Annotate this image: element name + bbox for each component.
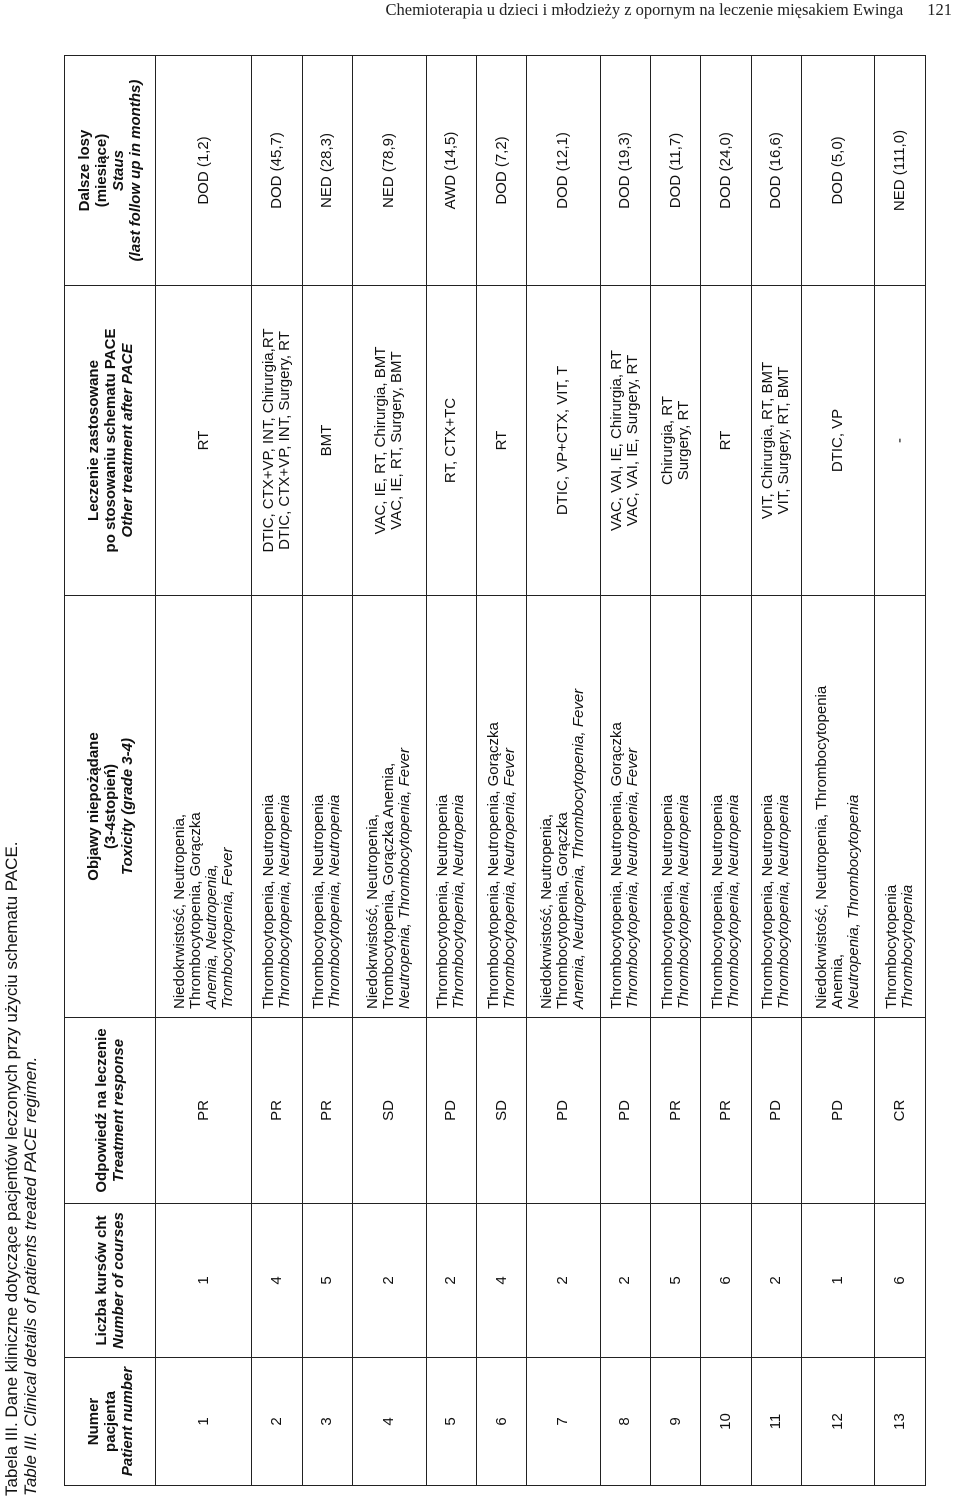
patients-table bbox=[64, 55, 926, 1486]
table-row bbox=[156, 56, 252, 1486]
cell-other-treatment bbox=[353, 286, 426, 596]
cell-toxicity bbox=[156, 596, 252, 1018]
cell-other-treatment bbox=[527, 286, 600, 596]
cell-status: DOD (12,1) bbox=[527, 56, 600, 286]
toxicity-en-line: Thrombocytopenia, Neutropenia bbox=[674, 794, 692, 1009]
cell-other-treatment bbox=[651, 286, 701, 596]
header-label-en: (last follow up in months) bbox=[127, 79, 144, 262]
toxicity-en-line: Thrombocytopenia, Neutropenia bbox=[276, 794, 294, 1009]
cell-toxicity bbox=[701, 596, 751, 1018]
cell-other-treatment bbox=[252, 286, 302, 596]
cell-patient-number: 13 bbox=[875, 1358, 926, 1486]
cell-other-treatment bbox=[802, 286, 875, 596]
cell-patient-number: 5 bbox=[426, 1358, 476, 1486]
toxicity-pl-line: Trombocytopenia, Gorączka Anemia, bbox=[380, 762, 398, 1009]
header-label-pl: Leczenie zastosowane bbox=[84, 360, 102, 521]
cell-number-of-courses: 2 bbox=[426, 1204, 476, 1358]
treatment-line: DTIC, CTX+VP, INT, Surgery, RT bbox=[276, 331, 294, 550]
toxicity-en-line: Thrombocytopenia, Neutropenia bbox=[326, 794, 344, 1009]
toxicity-en-line: Neutropenia, Thrombocytopenia bbox=[845, 794, 863, 1009]
table-row bbox=[651, 56, 701, 1486]
cell-patient-number: 12 bbox=[802, 1358, 875, 1486]
toxicity-pl-line: Thrombocytopenia, Gorączka bbox=[554, 812, 572, 1009]
cell-patient-number: 10 bbox=[701, 1358, 751, 1486]
header-label-en: Number of courses bbox=[110, 1212, 127, 1349]
toxicity-en-line: Anemia, Neutropenia, bbox=[202, 863, 220, 1009]
cell-toxicity bbox=[651, 596, 701, 1018]
cell-treatment-response: SD bbox=[353, 1018, 426, 1204]
toxicity-en-line: Thrombocytopenia, Neutropenia, Fever bbox=[500, 748, 518, 1009]
toxicity-pl-line: Thrombocytopenia, Neutropenia, Gorączka bbox=[484, 722, 502, 1009]
table-row bbox=[875, 56, 926, 1486]
table-row bbox=[751, 56, 801, 1486]
table-caption bbox=[0, 40, 64, 1500]
header-treatment-response bbox=[65, 1018, 156, 1204]
toxicity-pl-line: Niedokrwistość, Neutropenia, bbox=[364, 813, 382, 1009]
table-row bbox=[600, 56, 650, 1486]
header-label-en: Patient number bbox=[118, 1366, 136, 1477]
treatment-line: DTIC, VP bbox=[829, 408, 847, 473]
toxicity-en-line: Thrombocytopenia, Neutropenia bbox=[725, 794, 743, 1009]
rotated-table-block bbox=[0, 40, 930, 1500]
cell-treatment-response: PR bbox=[252, 1018, 302, 1204]
header-patient-number bbox=[65, 1358, 156, 1486]
cell-other-treatment bbox=[600, 286, 650, 596]
header-label-en: Staus bbox=[110, 150, 127, 191]
treatment-line: BMT bbox=[318, 424, 336, 457]
header-label-pl: Objawy niepożądane bbox=[84, 732, 102, 881]
header-status bbox=[65, 56, 156, 286]
treatment-line: RT bbox=[717, 430, 735, 451]
treatment-line: Chirurgia, RT bbox=[658, 396, 676, 485]
cell-treatment-response: PD bbox=[751, 1018, 801, 1204]
cell-patient-number: 6 bbox=[476, 1358, 526, 1486]
treatment-line: DTIC, VP+CTX, VIT, T bbox=[554, 365, 572, 516]
cell-number-of-courses: 1 bbox=[156, 1204, 252, 1358]
cell-status: DOD (11,7) bbox=[651, 56, 701, 286]
cell-status: NED (28,3) bbox=[302, 56, 352, 286]
cell-toxicity bbox=[527, 596, 600, 1018]
cell-other-treatment bbox=[875, 286, 926, 596]
table-head bbox=[65, 56, 156, 1486]
page-number: 121 bbox=[927, 0, 952, 19]
caption-polish: Tabela III. Dane kliniczne dotyczące pacjentów leczonych przy użyciu schematu PACE. bbox=[2, 841, 21, 1496]
cell-number-of-courses: 6 bbox=[875, 1204, 926, 1358]
cell-status: DOD (45,7) bbox=[252, 56, 302, 286]
table-row bbox=[802, 56, 875, 1486]
cell-patient-number: 3 bbox=[302, 1358, 352, 1486]
cell-patient-number: 11 bbox=[751, 1358, 801, 1486]
cell-toxicity bbox=[802, 596, 875, 1018]
header-row bbox=[65, 56, 156, 1486]
header-label-pl: Liczba kursów cht bbox=[93, 1215, 110, 1346]
treatment-line: RT bbox=[492, 430, 510, 451]
header-label-pl: Dalsze losy bbox=[76, 129, 93, 212]
toxicity-pl-line: Thrombocytopenia, Neutropenia bbox=[310, 794, 328, 1009]
cell-patient-number: 7 bbox=[527, 1358, 600, 1486]
cell-number-of-courses: 1 bbox=[802, 1204, 875, 1358]
cell-treatment-response: PD bbox=[527, 1018, 600, 1204]
toxicity-en-line: Anemia, Neutropenia, Thrombocytopenia, Fever bbox=[570, 688, 588, 1009]
cell-treatment-response: PD bbox=[802, 1018, 875, 1204]
cell-status: DOD (16,6) bbox=[751, 56, 801, 286]
cell-status: DOD (7,2) bbox=[476, 56, 526, 286]
cell-treatment-response: PR bbox=[156, 1018, 252, 1204]
cell-patient-number: 2 bbox=[252, 1358, 302, 1486]
cell-number-of-courses: 2 bbox=[353, 1204, 426, 1358]
cell-status: DOD (5,0) bbox=[802, 56, 875, 286]
header-label-pl: (3-4stopień) bbox=[101, 764, 119, 850]
cell-number-of-courses: 5 bbox=[302, 1204, 352, 1358]
toxicity-pl-line: Thrombocytopenia, Gorączka bbox=[186, 812, 204, 1009]
cell-toxicity bbox=[751, 596, 801, 1018]
toxicity-en-line: Thrombocytopenia, Neutropenia, Fever bbox=[624, 748, 642, 1009]
header-label-en: Other treatment after PACE bbox=[118, 343, 136, 538]
cell-other-treatment bbox=[426, 286, 476, 596]
running-head-title: Chemioterapia u dzieci i młodzieży z opornym na leczenie mięsakiem Ewinga bbox=[385, 0, 904, 19]
treatment-line: - bbox=[891, 438, 909, 443]
header-other-treatment bbox=[65, 286, 156, 596]
cell-status: NED (78,9) bbox=[353, 56, 426, 286]
cell-treatment-response: PD bbox=[600, 1018, 650, 1204]
cell-patient-number: 9 bbox=[651, 1358, 701, 1486]
cell-status: DOD (24,0) bbox=[701, 56, 751, 286]
cell-treatment-response: CR bbox=[875, 1018, 926, 1204]
cell-treatment-response: PR bbox=[701, 1018, 751, 1204]
toxicity-pl-line: Thrombocytopenia, Neutropenia bbox=[759, 794, 777, 1009]
table-row bbox=[701, 56, 751, 1486]
toxicity-pl-line: Niedokrwistość, Neutropenia, bbox=[170, 813, 188, 1009]
header-label-pl: Odpowiedź na leczenie bbox=[93, 1028, 110, 1193]
cell-status: DOD (1,2) bbox=[156, 56, 252, 286]
table-row bbox=[353, 56, 426, 1486]
cell-status: DOD (19,3) bbox=[600, 56, 650, 286]
cell-treatment-response: SD bbox=[476, 1018, 526, 1204]
cell-status: AWD (14,5) bbox=[426, 56, 476, 286]
treatment-line: VAC, VAI, IE, Chirurgia, RT bbox=[608, 350, 626, 531]
table-row bbox=[252, 56, 302, 1486]
header-label-pl: po stosowaniu schematu PACE bbox=[101, 328, 119, 553]
treatment-line: DTIC, CTX+VP, INT, Chirurgia,RT bbox=[260, 328, 278, 553]
cell-toxicity bbox=[476, 596, 526, 1018]
cell-status: NED (111,0) bbox=[875, 56, 926, 286]
cell-patient-number: 8 bbox=[600, 1358, 650, 1486]
cell-toxicity bbox=[302, 596, 352, 1018]
table-row bbox=[426, 56, 476, 1486]
treatment-line: VAC, VAI, IE, Surgery, RT bbox=[624, 354, 642, 527]
toxicity-pl-line: Thrombocytopenia, Neutropenia, Gorączka bbox=[608, 722, 626, 1009]
toxicity-en-line: Thrombocytopenia, Neutropenia bbox=[775, 794, 793, 1009]
header-label-en: Toxicity (grade 3-4) bbox=[118, 738, 136, 875]
toxicity-en-line: Thrombocytopenia bbox=[899, 884, 917, 1009]
toxicity-en-line: Neutropenia, Thrombocytopenia, Fever bbox=[396, 748, 414, 1009]
treatment-line: Surgery, RT bbox=[674, 400, 692, 481]
treatment-line: RT bbox=[194, 430, 212, 451]
toxicity-pl-line: Thrombocytopenia, Neutropenia bbox=[434, 794, 452, 1009]
treatment-line: RT, CTX+TC bbox=[442, 397, 460, 484]
toxicity-en-line: Thrombocytopenia, Neutropenia bbox=[450, 794, 468, 1009]
running-head bbox=[140, 0, 952, 22]
treatment-line: VIT, Chirurgia, RT, BMT bbox=[759, 361, 777, 520]
table-body bbox=[156, 56, 926, 1486]
cell-treatment-response: PR bbox=[651, 1018, 701, 1204]
cell-treatment-response: PD bbox=[426, 1018, 476, 1204]
cell-toxicity bbox=[426, 596, 476, 1018]
cell-number-of-courses: 4 bbox=[476, 1204, 526, 1358]
cell-patient-number: 4 bbox=[353, 1358, 426, 1486]
cell-treatment-response: PR bbox=[302, 1018, 352, 1204]
cell-number-of-courses: 2 bbox=[527, 1204, 600, 1358]
cell-number-of-courses: 2 bbox=[751, 1204, 801, 1358]
toxicity-pl-line: Thrombocytopenia, Neutropenia bbox=[709, 794, 727, 1009]
treatment-line: VIT, Surgery, RT, BMT bbox=[775, 366, 793, 515]
cell-other-treatment bbox=[302, 286, 352, 596]
cell-toxicity bbox=[252, 596, 302, 1018]
cell-other-treatment bbox=[701, 286, 751, 596]
cell-patient-number: 1 bbox=[156, 1358, 252, 1486]
cell-toxicity bbox=[353, 596, 426, 1018]
toxicity-en-line: Trombocytopenia, Fever bbox=[218, 847, 236, 1009]
cell-other-treatment bbox=[751, 286, 801, 596]
cell-other-treatment bbox=[476, 286, 526, 596]
toxicity-pl-line: Thrombocytopenia, Neutropenia bbox=[658, 794, 676, 1009]
toxicity-pl-line: Niedokrwistość, Neutropenia, bbox=[538, 813, 556, 1009]
table-row bbox=[527, 56, 600, 1486]
treatment-line: VAC, IE, RT, Chirurgia, BMT bbox=[372, 346, 390, 535]
table-row bbox=[302, 56, 352, 1486]
header-toxicity bbox=[65, 596, 156, 1018]
cell-other-treatment bbox=[156, 286, 252, 596]
header-label-en: Treatment response bbox=[110, 1038, 127, 1183]
caption-english: Table III. Clinical details of patients treated PACE regimen. bbox=[21, 1056, 40, 1496]
cell-number-of-courses: 2 bbox=[600, 1204, 650, 1358]
toxicity-pl-line: Niedokrwistość, Neutropenia, Thrombocytopenia bbox=[813, 685, 831, 1009]
cell-toxicity bbox=[600, 596, 650, 1018]
header-label-pl: (miesiące) bbox=[93, 133, 110, 208]
cell-number-of-courses: 6 bbox=[701, 1204, 751, 1358]
treatment-line: VAC, IE, RT, Surgery, BMT bbox=[388, 351, 406, 530]
cell-number-of-courses: 4 bbox=[252, 1204, 302, 1358]
header-number-of-courses bbox=[65, 1204, 156, 1358]
toxicity-pl-line: Thrombocytopenia bbox=[883, 884, 901, 1009]
table-row bbox=[476, 56, 526, 1486]
toxicity-pl-line: Anemia, bbox=[829, 953, 847, 1009]
toxicity-pl-line: Thrombocytopenia, Neutropenia bbox=[260, 794, 278, 1009]
cell-toxicity bbox=[875, 596, 926, 1018]
header-label-pl: Numer pacjenta bbox=[84, 1391, 119, 1452]
cell-number-of-courses: 5 bbox=[651, 1204, 701, 1358]
